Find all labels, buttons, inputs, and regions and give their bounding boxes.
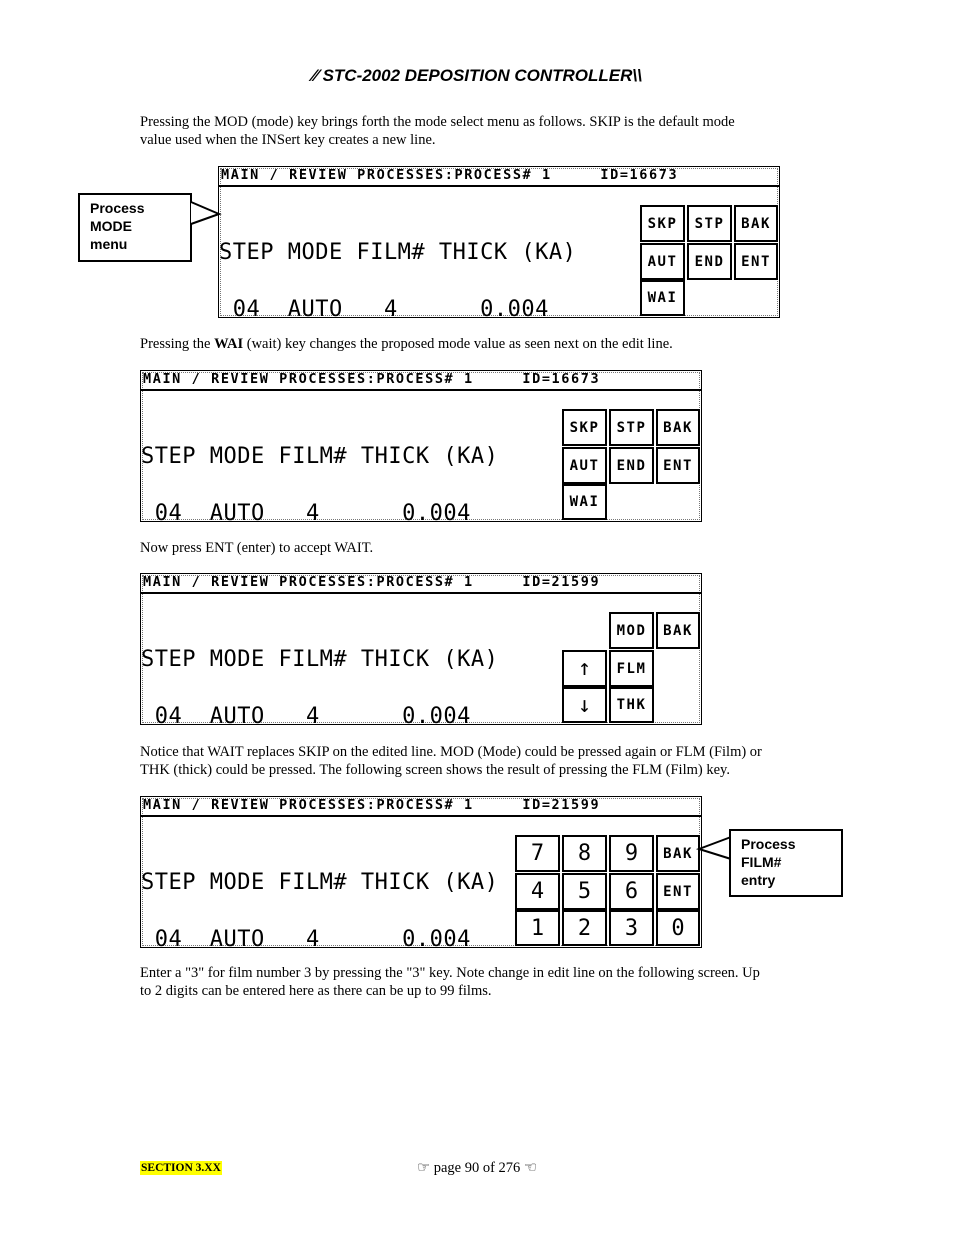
callout-line: entry xyxy=(741,872,776,888)
lcd-screen-3 xyxy=(140,573,702,725)
stp-key[interactable]: STP xyxy=(687,205,732,242)
callout-line: Process xyxy=(90,200,145,216)
page-number xyxy=(0,1160,954,1177)
paragraph-wai-key xyxy=(140,335,820,353)
paragraph-text: Pressing the xyxy=(140,336,215,352)
step-table xyxy=(219,205,576,318)
screen-title: MAIN / REVIEW PROCESSES:PROCESS# 1 ID=21599 xyxy=(143,797,601,813)
ent-key[interactable]: ENT xyxy=(734,243,778,280)
lcd-screen-1 xyxy=(218,166,780,318)
digit-0-key[interactable]: 0 xyxy=(656,910,700,946)
lcd-screen-2 xyxy=(140,370,702,522)
paragraph-line: value used when the INSert key creates a new line. xyxy=(140,132,436,148)
callout-line: MODE xyxy=(90,218,132,234)
digit-6-key[interactable]: 6 xyxy=(609,873,654,910)
digit-4-key[interactable]: 4 xyxy=(515,873,560,910)
skp-key[interactable]: SKP xyxy=(640,205,685,242)
paragraph-line: THK (thick) could be pressed. The following screen shows the result of pressing the FLM (Film) key. xyxy=(140,762,730,778)
lcd-screen-4 xyxy=(140,796,702,948)
paragraph-wait-replaces xyxy=(140,743,820,779)
thk-key[interactable]: THK xyxy=(609,687,654,723)
step-table xyxy=(141,409,498,522)
pointing-hand-right-icon: ☞ xyxy=(417,1160,431,1176)
bak-key[interactable]: BAK xyxy=(656,409,700,446)
step-table xyxy=(141,835,498,948)
paragraph-line: Enter a "3" for film number 3 by pressing the "3" key. Note change in edit line on the following screen. Up xyxy=(140,965,760,981)
table-row: 04 AUTO 4 0.004 xyxy=(219,297,549,318)
ent-key[interactable]: ENT xyxy=(656,873,700,910)
skp-key[interactable]: SKP xyxy=(562,409,607,446)
bak-key[interactable]: BAK xyxy=(656,835,700,872)
stp-key[interactable]: STP xyxy=(609,409,654,446)
screen-title: MAIN / REVIEW PROCESSES:PROCESS# 1 ID=16673 xyxy=(221,167,679,183)
aut-key[interactable]: AUT xyxy=(562,447,607,484)
section-label: SECTION 3.XX xyxy=(141,1162,221,1174)
table-header-row: STEP MODE FILM# THICK (KA) xyxy=(141,870,499,895)
paragraph-line: to 2 digits can be entered here as there can be up to 99 films. xyxy=(140,983,492,999)
end-key[interactable]: END xyxy=(609,447,654,484)
pencil-icon: ⁄⁄ xyxy=(312,66,318,85)
table-header-row: STEP MODE FILM# THICK (KA) xyxy=(141,647,499,672)
paragraph-press-ent: Now press ENT (enter) to accept WAIT. xyxy=(140,540,374,556)
up-arrow-key[interactable]: ↑ xyxy=(562,650,607,687)
title-divider xyxy=(219,185,779,187)
digit-1-key[interactable]: 1 xyxy=(515,910,560,946)
digit-3-key[interactable]: 3 xyxy=(609,910,654,946)
table-header-row: STEP MODE FILM# THICK (KA) xyxy=(141,444,499,469)
table-header-row: STEP MODE FILM# THICK (KA) xyxy=(219,240,577,265)
screen-title: MAIN / REVIEW PROCESSES:PROCESS# 1 ID=16673 xyxy=(143,371,601,387)
paragraph-line: Pressing the MOD (mode) key brings forth the mode select menu as follows. SKIP is the default mode xyxy=(140,114,735,130)
digit-9-key[interactable]: 9 xyxy=(609,835,654,872)
flm-key[interactable]: FLM xyxy=(609,650,654,687)
paragraph-bold: WAI xyxy=(214,336,244,352)
pencil-icon-right: \\ xyxy=(632,66,642,85)
paragraph-text: (wait) key changes the proposed mode value as seen next on the edit line. xyxy=(243,336,673,352)
step-table xyxy=(141,612,498,725)
pointing-hand-left-icon: ☜ xyxy=(523,1160,537,1176)
digit-5-key[interactable]: 5 xyxy=(562,873,607,910)
table-row: 04 AUTO 4 0.004 xyxy=(141,501,471,522)
screen-title: MAIN / REVIEW PROCESSES:PROCESS# 1 ID=21599 xyxy=(143,574,601,590)
callout-pointer xyxy=(190,198,222,228)
document-title: STC-2002 DEPOSITION CONTROLLER xyxy=(322,66,633,85)
table-row: 04 AUTO 4 0.004 xyxy=(141,704,471,725)
callout-pointer xyxy=(695,833,733,863)
down-arrow-key[interactable]: ↓ xyxy=(562,687,607,723)
callout-line: menu xyxy=(90,236,128,252)
bak-key[interactable]: BAK xyxy=(734,205,778,242)
bak-key[interactable]: BAK xyxy=(656,612,700,649)
wai-key[interactable]: WAI xyxy=(562,484,607,520)
aut-key[interactable]: AUT xyxy=(640,243,685,280)
paragraph-mode-intro xyxy=(140,113,820,149)
digit-8-key[interactable]: 8 xyxy=(562,835,607,872)
mod-key[interactable]: MOD xyxy=(609,612,654,649)
title-divider xyxy=(141,389,701,391)
table-row: 04 AUTO 4 0.004 xyxy=(141,927,471,948)
callout-film-entry xyxy=(729,829,843,897)
paragraph-line: Notice that WAIT replaces SKIP on the edited line. MOD (Mode) could be pressed again or FLM (Film) or xyxy=(140,744,762,760)
ent-key[interactable]: ENT xyxy=(656,447,700,484)
digit-2-key[interactable]: 2 xyxy=(562,910,607,946)
paragraph-enter-3 xyxy=(140,964,820,1000)
callout-mode-menu xyxy=(78,193,192,262)
page-number-text: page 90 of 276 xyxy=(433,1160,521,1176)
digit-7-key[interactable]: 7 xyxy=(515,835,560,872)
wai-key[interactable]: WAI xyxy=(640,280,685,316)
document-header xyxy=(0,66,954,86)
callout-line: FILM# xyxy=(741,854,782,870)
end-key[interactable]: END xyxy=(687,243,732,280)
callout-line: Process xyxy=(741,836,796,852)
title-divider xyxy=(141,592,701,594)
title-divider xyxy=(141,815,701,817)
